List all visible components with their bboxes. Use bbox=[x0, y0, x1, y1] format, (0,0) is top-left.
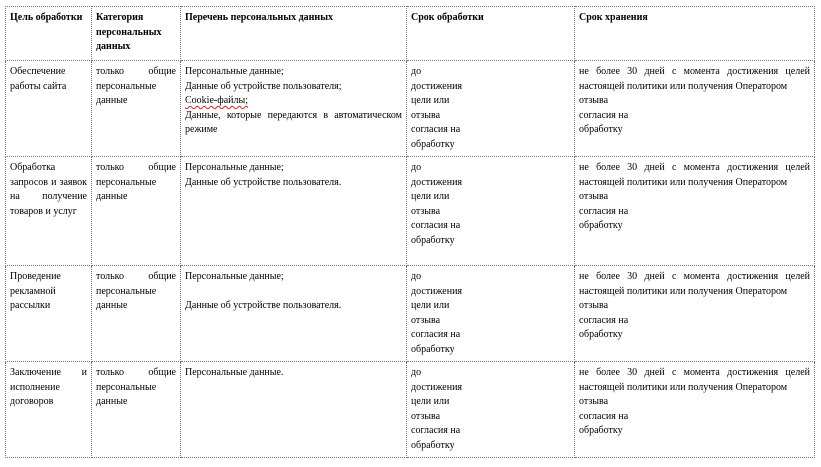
cell-purpose: Обработка запросов и заявок на получение товаров и услуг bbox=[6, 157, 92, 266]
cell-data-list bbox=[181, 266, 407, 362]
cell-processing-period: до достижения цели или отзыва согласия на обработку bbox=[407, 157, 575, 266]
data-list-line: Cookie-файлы; bbox=[185, 95, 248, 106]
data-list-line: Персональные данные; bbox=[185, 162, 284, 173]
personal-data-table bbox=[5, 6, 815, 458]
data-list-line: Данные об устройстве пользователя; bbox=[185, 80, 342, 92]
cell-purpose: Проведение рекламной рассылки bbox=[6, 266, 92, 362]
cell-processing-period: до достижения цели или отзыва согласия на обработку bbox=[407, 61, 575, 157]
table-row bbox=[6, 266, 815, 362]
data-list-line: Персональные данные. bbox=[185, 367, 284, 378]
cell-category: только общие персональные данные bbox=[92, 61, 181, 157]
cell-category: только общие персональные данные bbox=[92, 362, 181, 458]
cell-purpose: Обеспечение работы сайта bbox=[6, 61, 92, 157]
cell-data-list bbox=[181, 61, 407, 157]
cell-category: только общие персональные данные bbox=[92, 266, 181, 362]
table-header-row bbox=[6, 7, 815, 61]
data-list-line bbox=[185, 285, 402, 300]
table-row bbox=[6, 61, 815, 157]
cell-data-list bbox=[181, 157, 407, 266]
header-purpose: Цель обработки bbox=[6, 7, 92, 61]
cell-data-list bbox=[181, 362, 407, 458]
data-list-line: Данные об устройстве пользователя. bbox=[185, 176, 342, 188]
cell-storage-period: не более 30 дней с момента достижения целей настоящей политики или получения Оператором отзыва согласия на обработку bbox=[575, 157, 815, 266]
cell-category: только общие персональные данные bbox=[92, 157, 181, 266]
data-list-line: Персональные данные; bbox=[185, 271, 284, 282]
table-row bbox=[6, 362, 815, 458]
data-list-line: Данные об устройстве пользователя. bbox=[185, 300, 342, 311]
cell-storage-period: не более 30 дней с момента достижения целей настоящей политики или получения Оператором отзыва согласия на обработку bbox=[575, 61, 815, 157]
cell-processing-period: до достижения цели или отзыва согласия на обработку bbox=[407, 362, 575, 458]
header-processing-period: Срок обработки bbox=[407, 7, 575, 61]
table-row bbox=[6, 157, 815, 266]
cell-storage-period: не более 30 дней с момента достижения целей настоящей политики или получения Оператором отзыва согласия на обработку bbox=[575, 266, 815, 362]
header-category: Категория персональных данных bbox=[92, 7, 181, 61]
header-storage-period: Срок хранения bbox=[575, 7, 815, 61]
data-list-line: Персональные данные; bbox=[185, 66, 284, 77]
cell-processing-period: до достижения цели или отзыва согласия на обработку bbox=[407, 266, 575, 362]
cell-purpose: Заключение и исполнение договоров bbox=[6, 362, 92, 458]
data-list-line: Данные, которые передаются в автоматическом режиме bbox=[185, 109, 402, 135]
cell-storage-period: не более 30 дней с момента достижения целей настоящей политики или получения Оператором отзыва согласия на обработку bbox=[575, 362, 815, 458]
header-data-list: Перечень персональных данных bbox=[181, 7, 407, 61]
